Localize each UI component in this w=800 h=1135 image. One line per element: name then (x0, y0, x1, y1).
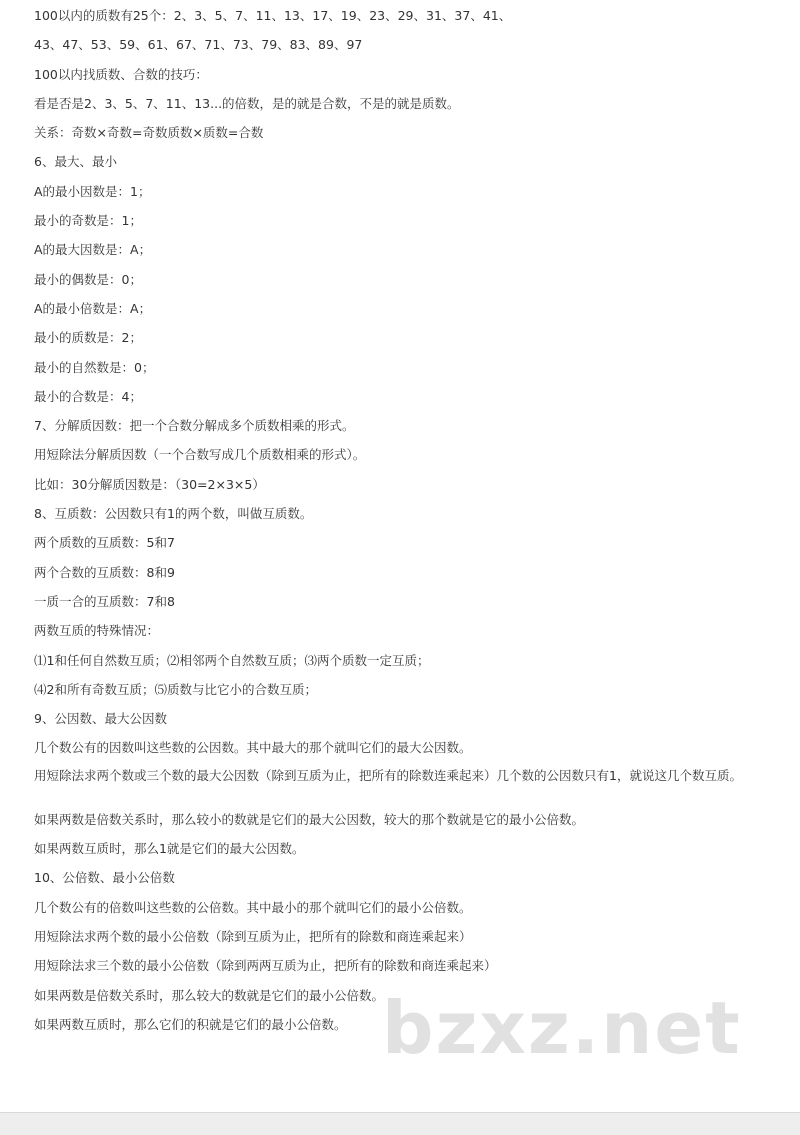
text-line: 如果两数互质时，那么1就是它们的最大公因数。 (34, 841, 305, 857)
text-line: 用短除法求三个数的最小公倍数（除到两两互质为止，把所有的除数和商连乘起来） (34, 958, 497, 974)
text-line: ⑴1和任何自然数互质；⑵相邻两个自然数互质；⑶两个质数一定互质； (34, 652, 430, 668)
text-line: 如果两数是倍数关系时，那么较小的数就是它们的最大公因数，较大的那个数就是它的最小公倍数。 (34, 811, 585, 827)
text-line: 如果两数是倍数关系时，那么较大的数就是它们的最小公倍数。 (34, 987, 385, 1003)
text-line: 最小的质数是：2； (34, 330, 142, 346)
section-heading: 8、互质数：公因数只有1的两个数，叫做互质数。 (34, 506, 313, 522)
text-line: 用短除法求两个数的最小公倍数（除到互质为止，把所有的除数和商连乘起来） (34, 928, 472, 944)
text-line: 最小的偶数是：0； (34, 271, 142, 287)
text-line: 两个合数的互质数：8和9 (34, 564, 175, 580)
text-line: 100以内的质数有25个：2、3、5、7、11、13、17、19、23、29、31、37、41、 (34, 8, 512, 23)
text-line: 100以内找质数、合数的技巧： (34, 66, 208, 82)
text-line: 用短除法分解质因数（一个合数写成几个质数相乘的形式）。 (34, 447, 366, 463)
text-line: 几个数公有的倍数叫这些数的公倍数。其中最小的那个就叫它们的最小公倍数。 (34, 899, 472, 915)
text-line: A的最小倍数是：A； (34, 300, 152, 316)
section-heading: 6、最大、最小 (34, 154, 117, 170)
text-line: 43、47、53、59、61、67、71、73、79、83、89、97 (34, 37, 363, 53)
site-watermark: bzxz.net (382, 986, 742, 1070)
text-line: 最小的合数是：4； (34, 388, 142, 404)
document-body (34, 6, 774, 1044)
text-line: 关系：奇数×奇数=奇数质数×质数=合数 (34, 125, 264, 141)
text-line: ⑷2和所有奇数互质；⑸质数与比它小的合数互质； (34, 681, 317, 697)
text-line: 两数互质的特殊情况： (34, 623, 160, 639)
section-heading: 10、公倍数、最小公倍数 (34, 870, 175, 886)
text-line: A的最大因数是：A； (34, 242, 152, 258)
section-heading: 7、分解质因数：把一个合数分解成多个质数相乘的形式。 (34, 418, 355, 434)
text-line: 如果两数互质时，那么它们的积就是它们的最小公倍数。 (34, 1016, 347, 1032)
section-heading: 9、公因数、最大公因数 (34, 711, 167, 727)
text-line: 一质一合的互质数：7和8 (34, 593, 175, 609)
text-line: 看是否是2、3、5、7、11、13...的倍数，是的就是合数，不是的就是质数。 (34, 95, 460, 111)
text-line: 几个数公有的因数叫这些数的公因数。其中最大的那个就叫它们的最大公因数。 (34, 740, 472, 756)
text-line: 最小的自然数是：0； (34, 359, 155, 375)
text-paragraph: 用短除法求两个数或三个数的最大公因数（除到互质为止，把所有的除数连乘起来）几个数的公因数只有1，就说这几个数互质。 (34, 767, 742, 783)
text-line: 最小的奇数是：1； (34, 213, 142, 229)
text-line: 两个质数的互质数：5和7 (34, 535, 175, 551)
bottom-edge-bar (0, 1112, 800, 1135)
text-line: 比如：30分解质因数是：（30=2×3×5） (34, 476, 265, 492)
text-line: A的最小因数是：1； (34, 183, 151, 199)
